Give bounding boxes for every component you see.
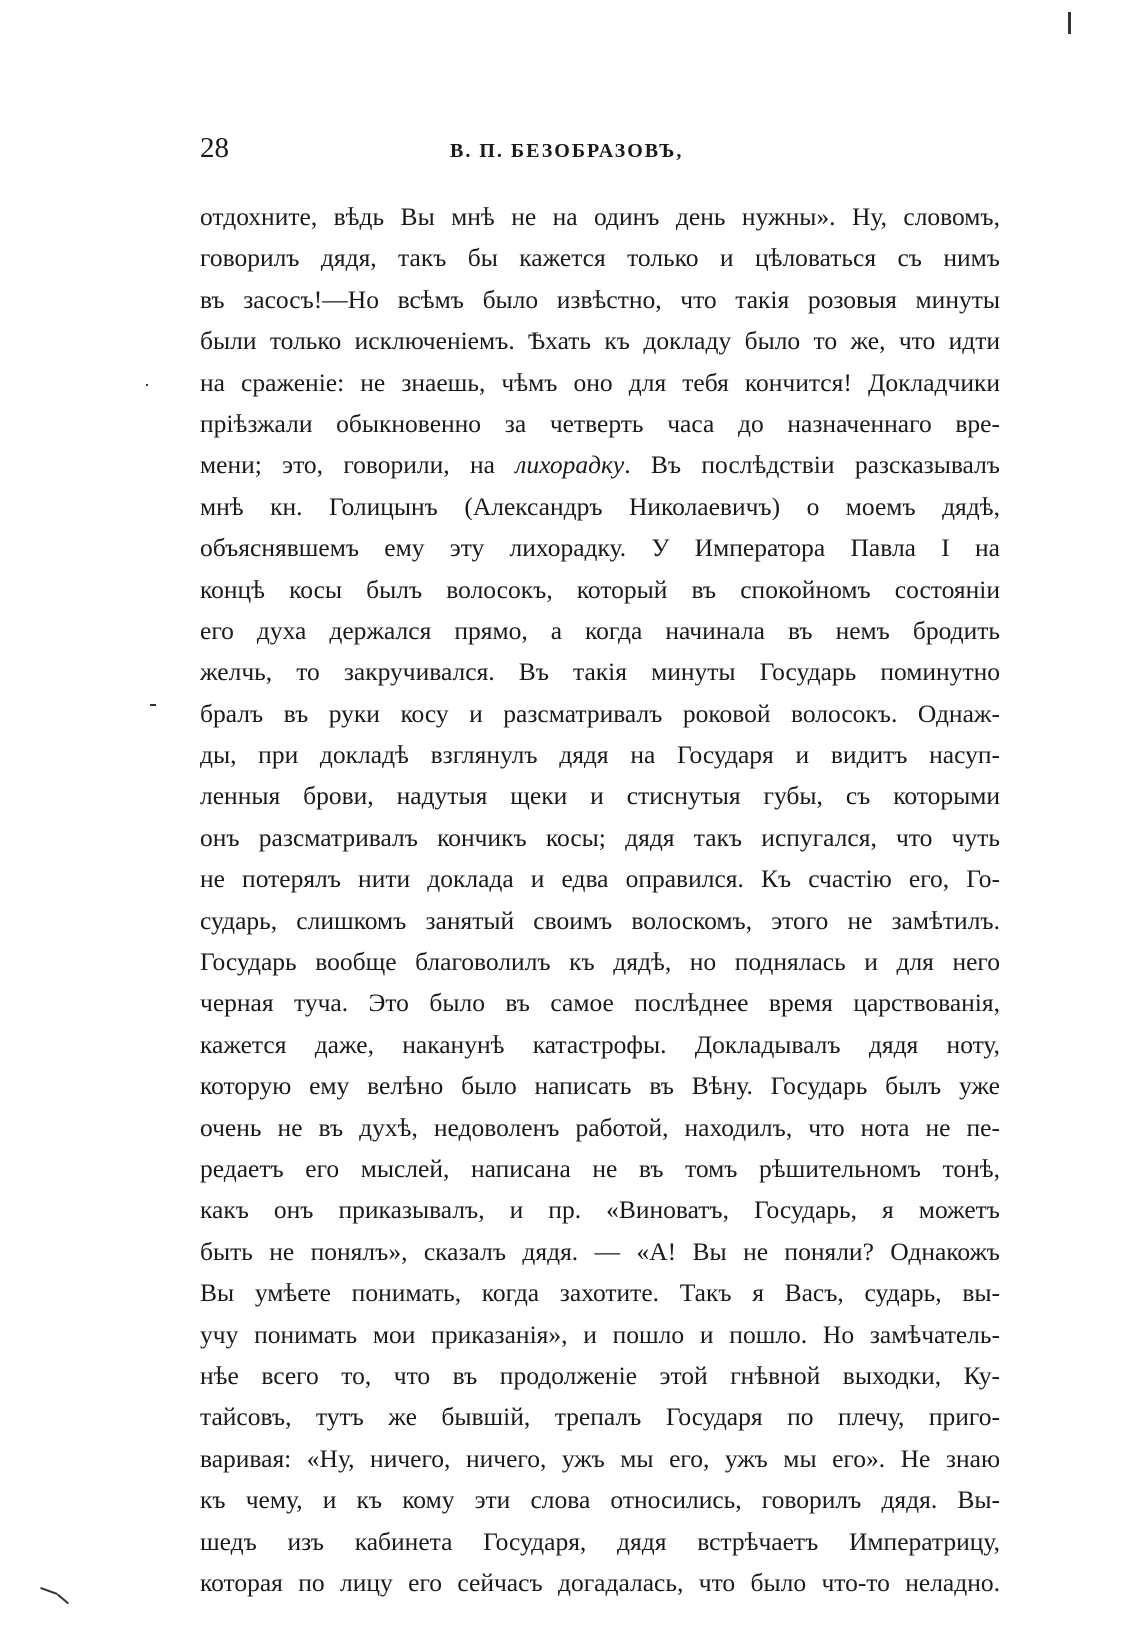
text-line: желчь, то закручивался. Въ такія минуты Государь поминутно: [200, 657, 1000, 687]
text-line: мнѣ кн. Голицынъ (Александръ Николаевичъ) о моемъ дядѣ,: [200, 491, 1000, 521]
text-line: пріѣзжали обыкновенно за четверть часа до назначеннаго вре-: [200, 408, 1000, 438]
text-line: говорилъ дядя, такъ бы кажется только и цѣловаться съ нимъ: [200, 243, 1000, 273]
text-line: которая по лицу его сейчасъ догадалась, что было что-то неладно.: [200, 1567, 1000, 1597]
text-line: объяснявшемъ ему эту лихорадку. У Императора Павла I на: [200, 533, 1000, 563]
scan-speck: [40, 1587, 58, 1595]
italic-word: лихорадку: [515, 450, 625, 480]
text-line: бралъ въ руки косу и разсматривалъ роковой волосокъ. Однаж-: [200, 698, 1000, 728]
text-line: очень не въ духѣ, недоволенъ работой, находилъ, что нота не пе-: [200, 1112, 1000, 1142]
text-line: нѣе всего то, что въ продолженіе этой гнѣвной выходки, Ку-: [200, 1360, 1000, 1390]
text-line: учу понимать мои приказанія», и пошло и пошло. Но замѣчатель-: [200, 1319, 1000, 1349]
running-head: В. П. БЕЗОБРАЗОВЪ,: [450, 140, 684, 162]
page-number: 28: [200, 132, 229, 164]
text-line: въ засосъ!—Но всѣмъ было извѣстно, что такія розовыя минуты: [200, 284, 1000, 314]
text-line: кажется даже, наканунѣ катастрофы. Докладывалъ дядя ноту,: [200, 1029, 1000, 1059]
text-line: сударь, слишкомъ занятый своимъ волоскомъ, этого не замѣтилъ.: [200, 905, 1000, 935]
text-line: были только исключеніемъ. Ѣхать къ докладу было то же, что идти: [200, 326, 1000, 356]
text-line: его духа держался прямо, а когда начинала въ немъ бродить: [200, 615, 1000, 645]
text-line: варивая: «Ну, ничего, ничего, ужъ мы его, ужъ мы его». Не знаю: [200, 1443, 1000, 1473]
text-line: Государь вообще благоволилъ къ дядѣ, но поднялась и для него: [200, 947, 1000, 977]
text-line: концѣ косы былъ волосокъ, который въ спокойномъ состояніи: [200, 574, 1000, 604]
text-line: отдохните, вѣдь Вы мнѣ не на одинъ день нужны». Ну, словомъ,: [200, 202, 1000, 231]
scan-speck: [146, 384, 148, 386]
text-line: тайсовъ, тутъ же бывшій, трепалъ Государя по плечу, приго-: [200, 1402, 1000, 1432]
text-line: Вы умѣете понимать, когда захотите. Такъ я Васъ, сударь, вы-: [200, 1278, 1000, 1308]
text-line: которую ему велѣно было написать въ Вѣну. Государь былъ уже: [200, 1071, 1000, 1101]
text-line: какъ онъ приказывалъ, и пр. «Виноватъ, Государь, я можетъ: [200, 1195, 1000, 1225]
text-line: не потерялъ нити доклада и едва оправился. Къ счастію его, Го-: [200, 864, 1000, 894]
scan-speck: [57, 1594, 69, 1605]
body-text: [200, 196, 1000, 1603]
text-line: быть не понялъ», сказалъ дядя. — «А! Вы не поняли? Однакожъ: [200, 1236, 1000, 1266]
text-line: черная туча. Это было въ самое послѣднее время царствованія,: [200, 988, 1000, 1018]
text-line: редаетъ его мыслей, написана не въ томъ рѣшительномъ тонѣ,: [200, 1153, 1000, 1183]
text-line: ленныя брови, надутыя щеки и стиснутыя губы, съ которыми: [200, 781, 1000, 811]
text-line: шедъ изъ кабинета Государя, дядя встрѣчаетъ Императрицу,: [200, 1526, 1000, 1556]
page-header: [200, 132, 1000, 172]
text-line-start: мени; это, говорили, на: [200, 450, 495, 480]
text-line: [200, 444, 1000, 485]
text-line: на сраженіе: не знаешь, чѣмъ оно для тебя кончится! Докладчики: [200, 367, 1000, 397]
scan-speck: [1068, 12, 1071, 34]
text-line-end: . Въ послѣдствіи разсказывалъ: [624, 450, 1000, 480]
text-line: къ чему, и къ кому эти слова относились, говорилъ дядя. Вы-: [200, 1485, 1000, 1515]
text-line: онъ разсматривалъ кончикъ косы; дядя такъ испугался, что чуть: [200, 822, 1000, 852]
scan-speck: [150, 704, 156, 706]
text-line: ды, при докладѣ взглянулъ дядя на Государя и видитъ насуп-: [200, 740, 1000, 770]
